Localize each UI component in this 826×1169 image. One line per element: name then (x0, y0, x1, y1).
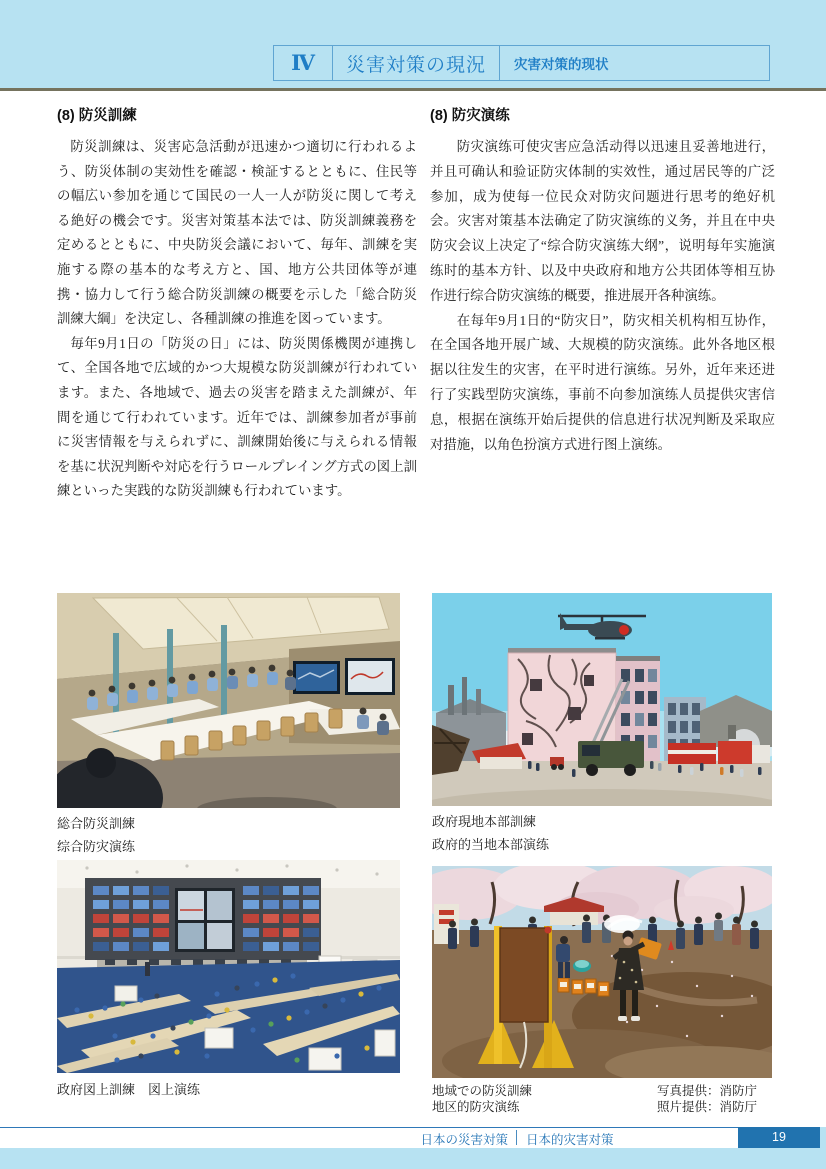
paragraph-ja-1: 防災訓練は、災害応急活動が迅速かつ適切に行われるよう、防災体制の実効性を確認・検証するとともに、住民等の幅広い参加を通じて国民の一人一人が防災に関して考える絶好の機会です。災害対策基本法では、防災訓練義務を定めるとともに、中央防災会議において、毎年、訓練を実施する際の基本的な考え方と、国、地方公共団体等が連携・協力して行う総合防災訓練の概要を示した「総合防災訓練大綱」を決定し、各種訓練の推進を図っています。 (57, 139, 417, 327)
caption-photo2-ja: 政府現地本部訓練 (432, 814, 537, 829)
caption-photo2-zh: 政府的当地本部演练 (432, 837, 550, 852)
caption-photo1-zh: 综合防灾演练 (57, 839, 136, 854)
chapter-numeral: Ⅳ (274, 46, 333, 80)
photo-community-drill (432, 866, 772, 1078)
footer-band (0, 1148, 826, 1169)
caption-photo3: 政府図上訓練 図上演练 (57, 1082, 201, 1097)
caption-photo4-ja: 地域での防災訓練 (432, 1084, 533, 1098)
footer-title-zh: 日本的灾害对策 (526, 1133, 614, 1147)
operations-room-illustration (57, 860, 400, 1073)
paragraph-zh-1: 防灾演练可使灾害应急活动得以迅速且妥善地进行，并且可确认和验证防灾体制的实效性，通过居民等的广泛参加，成为使每一位民众对防灾问题进行思考的绝好机会。灾害对策基本法确定了防灾演练的义务，并且在中央防灾会议上决定了“综合防灾演练大纲”，说明每年实施演练时的基本方针、以及中央政府和地方公共团体等相互协作进行综合防灾演练的概要，推进展开各种演练。 (430, 139, 775, 303)
photo-credit-ja: 写真提供：消防庁 (656, 1084, 757, 1098)
photo-credit-zh: 照片提供：消防厅 (656, 1100, 757, 1114)
section-heading-ja: (8) 防災訓練 (57, 108, 137, 124)
caption-photo4-zh: 地区的防灾演练 (432, 1100, 520, 1114)
footer-corner (820, 1127, 826, 1148)
photo-comprehensive-disaster-drill (57, 593, 400, 808)
photo-map-exercise (57, 860, 400, 1073)
caption-photo1-ja: 総合防災訓練 (57, 816, 136, 831)
training-ground-illustration (432, 593, 772, 806)
header-rule (0, 88, 826, 91)
page-number: 19 (738, 1127, 820, 1148)
section-chinese (430, 104, 775, 457)
paragraph-zh-2: 在每年9月1日的“防灾日”，防灾相关机构相互协作，在全国各地开展广域、大规模的防灾演练。此外各地区根据以往发生的灾害，在平时进行演练。另外，近年来还进行了实践型防灾演练，事前不向参加演练人员提供灾害信息，根据在演练开始后提供的信息进行状况判断及采取应对措施，以角色扮演方式进行图上演练。 (430, 312, 775, 452)
section-japanese (57, 104, 417, 504)
chapter-title-zh: 灾害对策的现状 (514, 57, 609, 72)
footer-title-ja: 日本の災害対策 (420, 1133, 508, 1147)
caption-photo4 (432, 1083, 532, 1115)
photo-credit (545, 1083, 757, 1115)
chapter-title-ja: 災害対策の現況 (333, 46, 500, 80)
paragraph-ja-2: 毎年9月1日の「防災の日」には、防災関係機関が連携して、全国各地で広域的かつ大規模な防災訓練が行われています。また、各地域で、過去の災害を踏まえた訓練が、年間を通じて行われています。近年では、訓練参加者が事前に災害情報を与えられずに、訓練開始後に与えられる情報を基に状況判断や対応を行うロールプレイング方式の図上訓練といった実践的な防災訓練も行われています。 (57, 335, 417, 499)
conference-room-illustration (57, 593, 400, 808)
photo-onsite-hq-drill (432, 593, 772, 806)
section-heading-zh: (8) 防灾演练 (430, 108, 510, 124)
chapter-title-box (273, 45, 770, 81)
outdoor-drill-illustration (432, 866, 772, 1078)
footer-divider (516, 1130, 517, 1145)
